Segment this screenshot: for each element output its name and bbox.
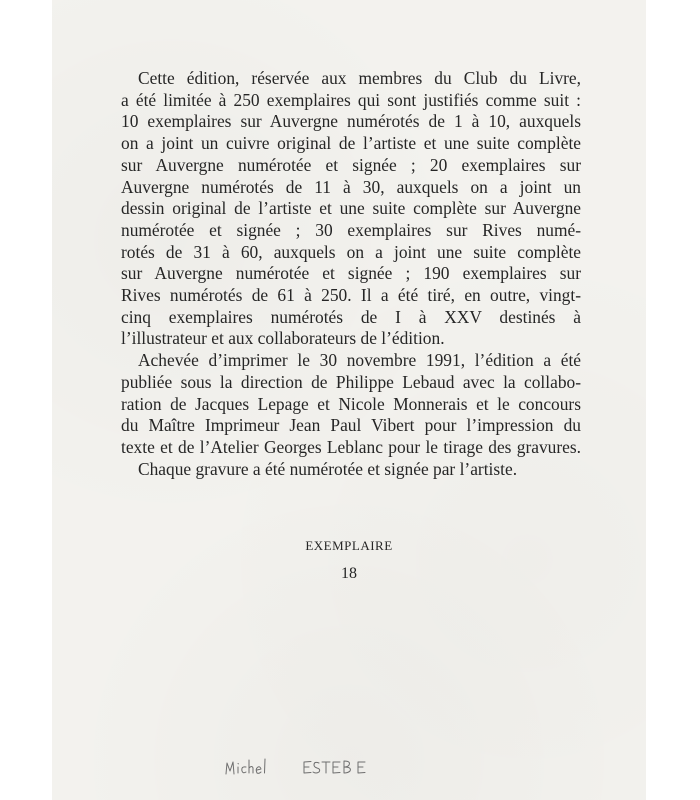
- text-line: Chaque gravure a été numérotée et signée par l’artiste.: [138, 458, 518, 479]
- text-line: sur Auvergne numérotée et signée ; 190 exemplaires sur: [121, 263, 581, 284]
- text-line: ration de Jacques Lepage et Nicole Monnerais et le concours: [121, 393, 581, 414]
- text-line: on a joint un cuivre original de l’artiste et une suite complète: [121, 133, 581, 154]
- paper-sheet: [52, 0, 646, 800]
- text-line: 10 exemplaires sur Auvergne numérotés de 1 à 10, auxquels: [121, 111, 581, 132]
- artist-signature: [222, 752, 392, 782]
- signature-strokes: [226, 759, 365, 774]
- exemplaire-number: 18: [341, 565, 357, 582]
- text-line: a été limitée à 250 exemplaires qui sont justifiés comme suit :: [121, 89, 581, 110]
- colophon-text: [121, 68, 581, 480]
- text-line: Achevée d’imprimer le 30 novembre 1991, l’édition a été: [138, 350, 581, 371]
- text-line: dessin original de l’artiste et une suite complète sur Auvergne: [121, 198, 581, 219]
- text-line: cinq exemplaires numérotés de I à XXV destinés à: [121, 306, 581, 327]
- text-line: Auvergne numérotés de 11 à 30, auxquels on a joint un: [121, 176, 581, 197]
- text-line: texte et de l’Atelier Georges Leblanc pour le tirage des gravures.: [121, 436, 581, 457]
- text-line: l’illustrateur et aux collaborateurs de l’édition.: [121, 328, 445, 349]
- colophon-paragraph-1: [121, 68, 581, 350]
- text-line: du Maître Imprimeur Jean Paul Vibert pour l’impression du: [121, 415, 581, 436]
- text-line: publiée sous la direction de Philippe Lebaud avec la collabo-: [121, 371, 581, 392]
- exemplaire-label: EXEMPLAIRE: [305, 538, 393, 553]
- text-line: numérotée et signée ; 30 exemplaires sur Rives numé-: [121, 219, 581, 240]
- text-line: rotés de 31 à 60, auxquels on a joint une suite complète: [121, 241, 581, 262]
- text-line: sur Auvergne numérotée et signée ; 20 exemplaires sur: [121, 154, 581, 175]
- text-line: Cette édition, réservée aux membres du Club du Livre,: [138, 68, 581, 88]
- text-line: Rives numérotés de 61 à 250. Il a été tiré, en outre, vingt-: [121, 285, 581, 306]
- colophon-paragraph-2: [121, 350, 581, 459]
- colophon-paragraph-3: [121, 459, 581, 481]
